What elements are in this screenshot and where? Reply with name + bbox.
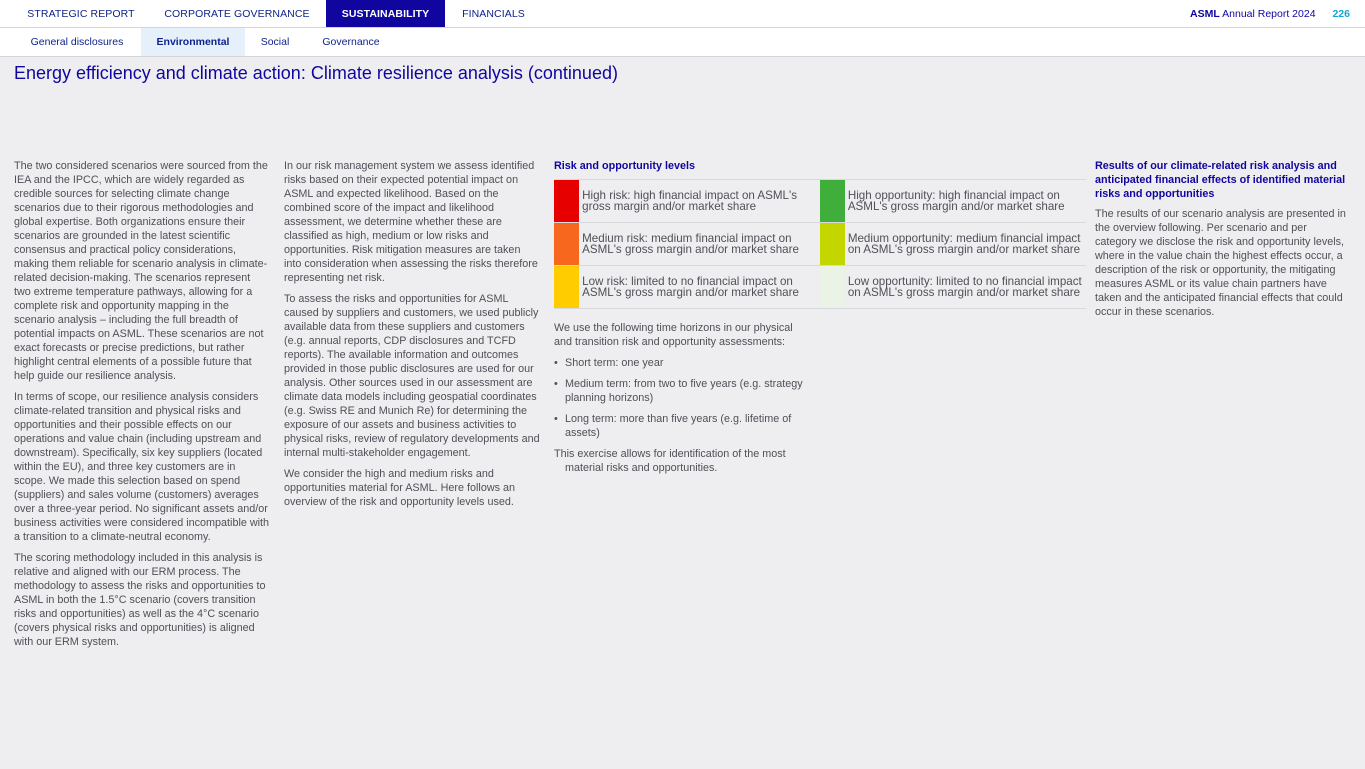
- high-risk-swatch: [554, 180, 579, 223]
- column-scenarios: [14, 159, 270, 656]
- subtab-general-disclosures[interactable]: General disclosures: [30, 36, 124, 48]
- page-title: Energy efficiency and climate action: Climate resilience analysis (continued): [14, 63, 618, 83]
- high-opportunity-swatch: [820, 180, 845, 223]
- medium-opportunity-text: Medium opportunity: medium financial impact on ASML's gross margin and/or market share: [845, 223, 1086, 266]
- high-opportunity-text: High opportunity: high financial impact on ASML's gross margin and/or market share: [845, 180, 1086, 223]
- top-navigation: [0, 0, 1365, 28]
- results-paragraph: The results of our scenario analysis are presented in the overview following. Per scenario and per category we disclose the risk and opportunity levels, where in the value chain the highest effects occur, a description of the risk or opportunity, the mitigating measures ASML or its value chain partners have taken and the anticipated financial effects that could occur in these scenarios.: [1095, 208, 1346, 318]
- low-risk-swatch: [554, 266, 579, 309]
- tab-financials[interactable]: FINANCIALS: [462, 8, 525, 20]
- low-opportunity-swatch: [820, 266, 845, 309]
- tab-strategic-report[interactable]: STRATEGIC REPORT: [27, 8, 135, 20]
- column-results: [1095, 159, 1351, 326]
- horizons-closing: This exercise allows for identification of the most material risks and opportunities.: [554, 448, 786, 474]
- table-row: [554, 180, 1086, 223]
- horizons-list: [554, 356, 812, 440]
- brand-name: ASML: [1190, 8, 1220, 20]
- medium-opportunity-swatch: [820, 223, 845, 266]
- sub-navigation: [0, 28, 1365, 57]
- time-horizons: [554, 321, 812, 475]
- column-risk-management: [284, 159, 540, 516]
- tab-sustainability[interactable]: SUSTAINABILITY: [326, 0, 445, 27]
- medium-risk-swatch: [554, 223, 579, 266]
- column-risk-levels: [554, 159, 1086, 482]
- results-heading: Results of our climate-related risk analysis and anticipated financial effects of identified material risks and opportunities: [1095, 160, 1346, 200]
- risk-assessment-paragraph: In our risk management system we assess identified risks based on their expected potential impact on ASML and expected likelihood. Based on the combined score of the impact and likelihood assessment, we determine whether these are classified as high, medium or low risks and opportunities. Risk mitigation measures are taken into consideration when assessing the risks therefore representing net risk.: [284, 160, 538, 284]
- materiality-paragraph: We consider the high and medium risks and opportunities material for ASML. Here follows an overview of the risk and opportunity levels used.: [284, 468, 516, 508]
- brand-suffix: Annual Report 2024: [1222, 8, 1316, 20]
- page-number: 226: [1332, 8, 1350, 20]
- low-opportunity-text: Low opportunity: limited to no financial impact on ASML's gross margin and/or market share: [845, 266, 1086, 309]
- subtab-environmental[interactable]: Environmental: [141, 28, 245, 56]
- subtab-governance[interactable]: Governance: [322, 36, 380, 48]
- medium-risk-text: Medium risk: medium financial impact on ASML's gross margin and/or market share: [579, 223, 820, 266]
- subtab-social[interactable]: Social: [260, 36, 290, 48]
- methodology-paragraph: The scoring methodology included in this analysis is relative and aligned with our ERM process. The methodology to assess the risks and opportunities to ASML in both the 1.5°C scenario (covers transition risks and opportunities) as well as the 4°C scenario (covers physical risks and opportunities) is aligned with our ERM system.: [14, 552, 266, 648]
- list-item: • Short term: one year: [554, 356, 812, 370]
- report-brand: [1190, 0, 1350, 27]
- low-risk-text: Low risk: limited to no financial impact on ASML's gross margin and/or market share: [579, 266, 820, 309]
- scenarios-paragraph: The two considered scenarios were sourced from the IEA and the IPCC, which are widely regarded as credible sources for selecting climate change scenarios due to their rigorous methodologies and global expertise. Both organizations ensure their scenarios are grounded in the latest scientific consensus and practical policy considerations, making them reliable for scenario analysis in climate-related decision-making. The scenarios represent two extreme temperature pathways, allowing for a complete risk and opportunity mapping in the scenario analysis – including the full breadth of potential impacts on ASML. These scenarios are not exact forecasts or precise predictions, but rather highlight central elements of a possible future that help guide our resilience analysis.: [14, 160, 268, 382]
- tab-corporate-governance[interactable]: CORPORATE GOVERNANCE: [164, 8, 310, 20]
- horizons-intro: We use the following time horizons in our physical and transition risk and opportunity assessments:: [554, 322, 793, 348]
- scope-paragraph: In terms of scope, our resilience analysis considers climate-related transition and physical risks and opportunities and their possible effects on our operations and value chain (including upstream and downstream). Specifically, six key suppliers (located within the EU), and three key customers are in scope. We made this selection based on spend (suppliers) and sales volume (customers) averages over a three-year period. No significant assets and/or business activities were considered incompatible with a transition to a climate-neutral economy.: [14, 391, 270, 543]
- data-sources-paragraph: To assess the risks and opportunities for ASML caused by suppliers and customers, we used publicly available data from these suppliers and customers (e.g. annual reports, CDP disclosures and TCFD reports). The available information and outcomes provided in those public disclosures are used for our analysis. Other sources used in our assessment are climate data models including geospatial coordinates (e.g. Swiss RE and Munich Re) for determining the exposure of our assets and business activities to physical risks, review of regulatory developments and internal multi-stakeholder engagement.: [284, 293, 540, 459]
- levels-heading: Risk and opportunity levels: [554, 160, 695, 172]
- risk-opportunity-table: [554, 179, 1086, 309]
- list-item: • Long term: more than five years (e.g. lifetime of assets): [554, 412, 812, 440]
- high-risk-text: High risk: high financial impact on ASML's gross margin and/or market share: [579, 180, 820, 223]
- table-row: [554, 266, 1086, 309]
- list-item: • Medium term: from two to five years (e.g. strategy planning horizons): [554, 377, 812, 405]
- table-row: [554, 223, 1086, 266]
